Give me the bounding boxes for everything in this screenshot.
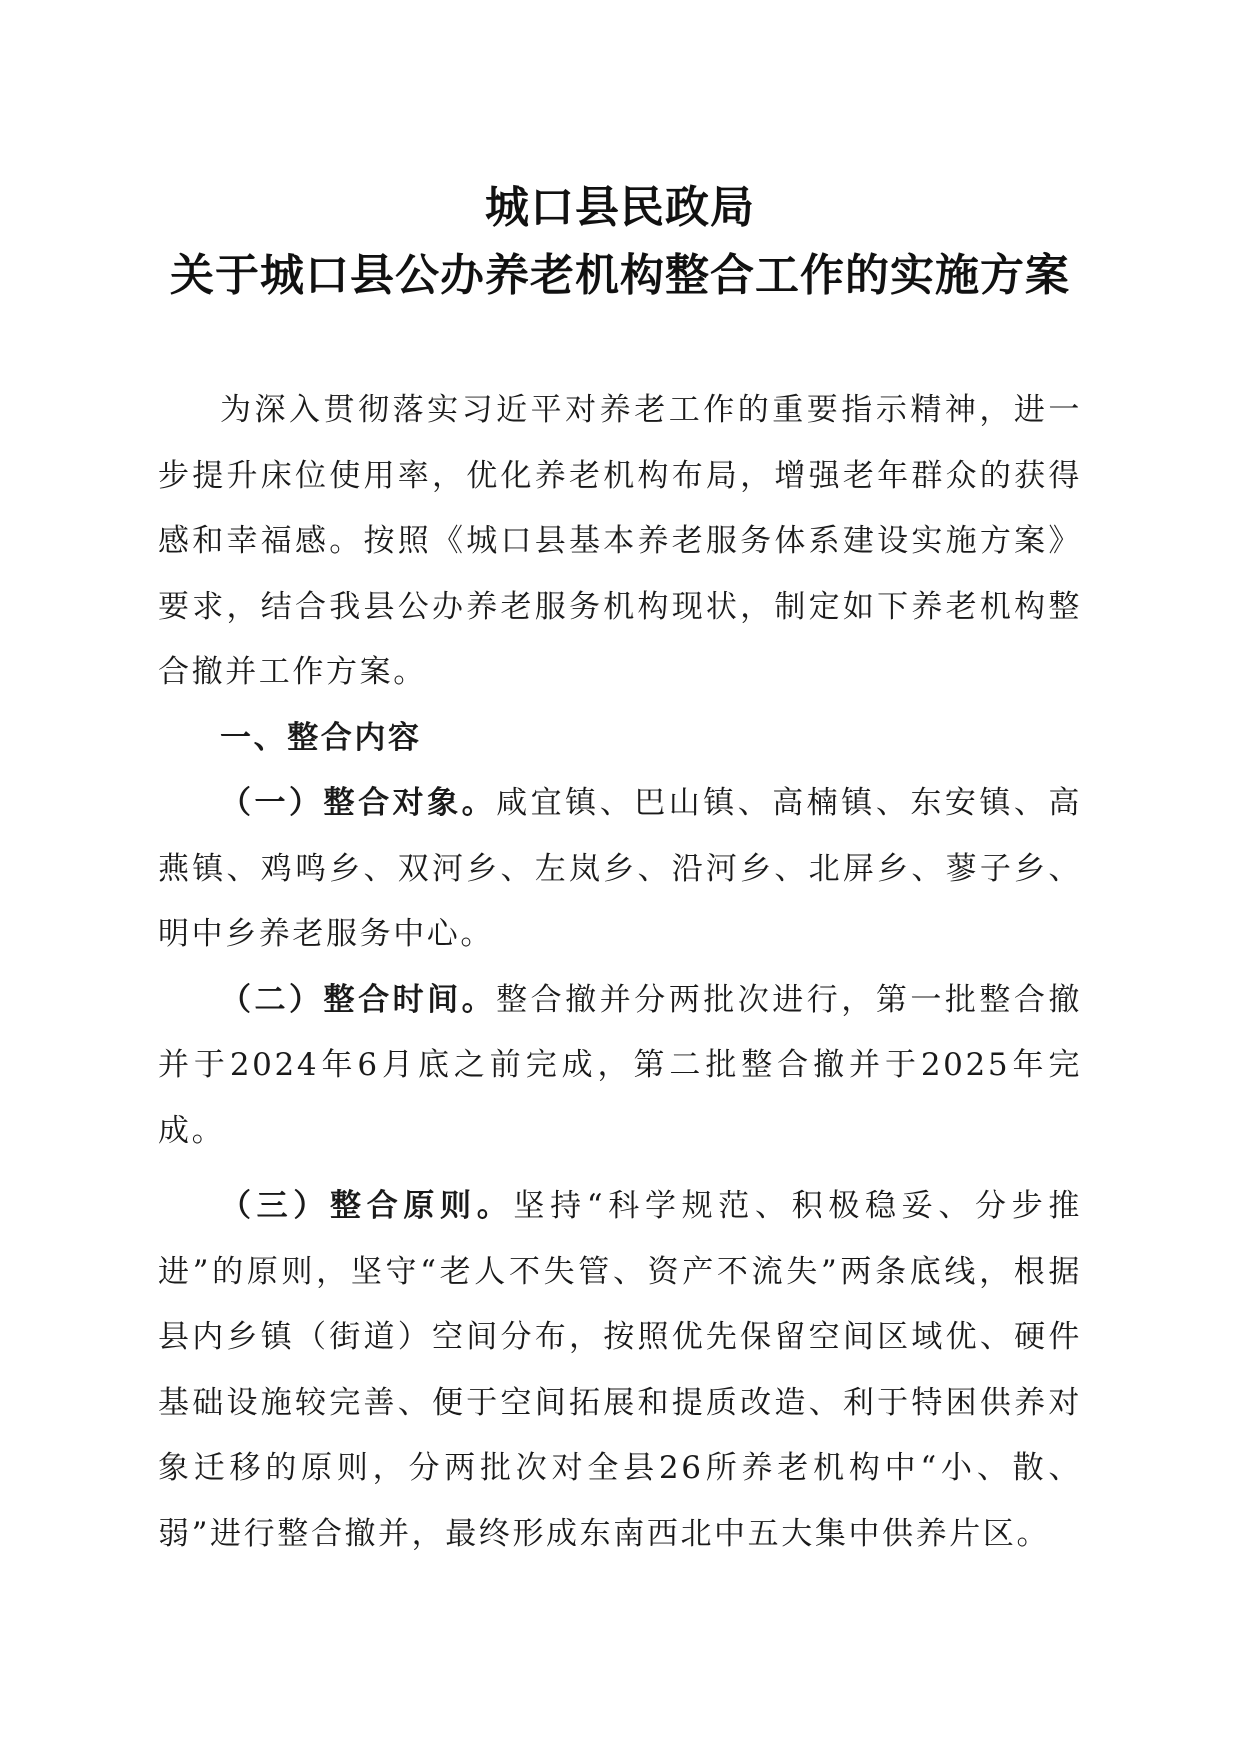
document-title-line1: 城口县民政局 — [485, 182, 755, 233]
item-3-label: （三）整合原则。 — [220, 1188, 514, 1224]
item-3-text: 坚持“科学规范、积极稳妥、分步推进”的原则，坚守“老人不失管、资产不流失”两条底线，根据县内乡镇（街道）空间分布，按照优先保留空间区域优、硬件基础设施较完善、便于空间拓展和提质改造、利于特困供养对象迁移的原则，分两批次对全县26所养老机构中“小、散、弱”进行整合撤并，最终形成东南西北中五大集中供养片区。 — [158, 1188, 1082, 1552]
section-heading: 一、整合内容 — [220, 719, 422, 756]
document-title-line2: 关于城口县公办养老机构整合工作的实施方案 — [170, 250, 1070, 301]
item-2-text: 整合撤并分两批次进行，第一批整合撤并于2024年6月底之前完成，第二批整合撤并于2025年完成。 — [158, 981, 1082, 1149]
item-3-paragraph — [158, 1174, 1082, 1567]
document-body — [158, 378, 1082, 1567]
item-1-paragraph — [158, 771, 1082, 968]
item-2-label: （二）整合时间。 — [220, 981, 497, 1018]
item-2-paragraph — [158, 968, 1082, 1165]
intro-paragraph: 为深入贯彻落实习近平对养老工作的重要指示精神，进一步提升床位使用率，优化养老机构布局，增强老年群众的获得感和幸福感。按照《城口县基本养老服务体系建设实施方案》要求，结合我县公办养老服务机构现状，制定如下养老机构整合撤并工作方案。 — [158, 392, 1082, 690]
item-1-text: 咸宜镇、巴山镇、高楠镇、东安镇、高燕镇、鸡鸣乡、双河乡、左岚乡、沿河乡、北屏乡、蓼子乡、明中乡养老服务中心。 — [158, 785, 1082, 952]
item-1-label: （一）整合对象。 — [220, 785, 497, 821]
paragraph-gap — [158, 1164, 1082, 1174]
